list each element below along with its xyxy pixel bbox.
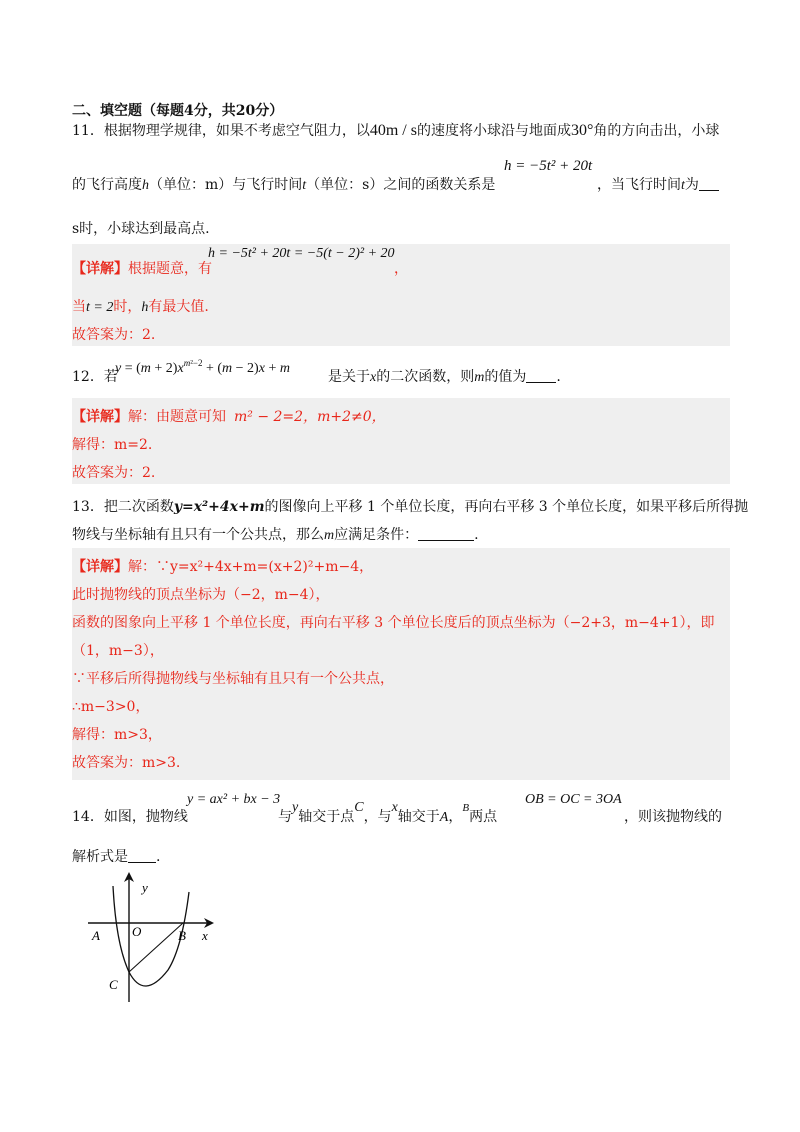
- question-12-formula: $y = (m + 2)x^{m^2-2} + (m - 2)x + m$: [115, 358, 290, 376]
- height-formula: h = −5t² + 20t: [504, 158, 593, 174]
- label-x: x: [202, 928, 208, 943]
- question-14-line-1-mid: 与y轴交于点C，与x轴交于A，$^B$两点: [278, 800, 498, 825]
- answer-12-box: [72, 398, 730, 484]
- question-11-line-2-end: ，当飞行时间t为: [597, 174, 719, 194]
- question-11-line-2: 的飞行高度h（单位：m）与飞行时间t（单位：s）之间的函数关系是: [72, 177, 496, 193]
- label-b: B: [178, 928, 186, 943]
- answer-11-line-3: 故答案为：2.: [72, 327, 156, 343]
- label-a: A: [92, 928, 100, 943]
- question-11-line-3: s时，小球达到最高点.: [72, 221, 210, 237]
- answer-12-line-2: 解得：m=2.: [72, 437, 153, 453]
- question-number: 13．: [72, 499, 104, 515]
- answer-11-formula: h = −5t² + 20t = −5(t − 2)² + 20: [208, 246, 395, 261]
- parabola-figure: [80, 866, 230, 1006]
- question-number: 12．: [72, 369, 104, 385]
- label-c: C: [109, 977, 118, 992]
- answer-blank: [128, 850, 156, 863]
- detail-tag: 【详解】: [72, 559, 128, 575]
- answer-13-line-4: （1，m−3），: [72, 643, 164, 659]
- question-14-line-2: 解析式是 .: [72, 849, 161, 865]
- question-13-line-1: 13．把二次函数y=x²+4x+m的图像向上平移 1 个单位长度，再向右平移 3 个单位长度，如果平移后所得抛: [72, 499, 749, 515]
- label-y: y: [142, 880, 148, 895]
- answer-13-line-3: 函数的图象向上平移 1 个单位长度，再向右平移 3 个单位长度后的顶点坐标为（−2+3，m−4+1），即: [72, 615, 715, 631]
- answer-blank: [526, 370, 556, 383]
- answer-13-line-6: ∴m−3>0，: [72, 699, 150, 715]
- section-title: 二、填空题（每题4分，共20分）: [72, 103, 284, 119]
- speed-value: 40m / s: [369, 122, 417, 139]
- question-12: 12．若: [72, 369, 118, 385]
- answer-13-line-8: 故答案为：m>3.: [72, 755, 181, 771]
- answer-12-line-3: 故答案为：2.: [72, 465, 156, 481]
- detail-tag: 【详解】: [72, 409, 128, 425]
- answer-13-line-5: ∵平移后所得抛物线与坐标轴有且只有一个公共点，: [72, 671, 394, 687]
- question-number: 11．: [72, 123, 104, 139]
- answer-blank: [418, 528, 474, 541]
- question-14-line-1-end: ，则该抛物线的: [624, 809, 722, 825]
- angle-value: 30°: [570, 122, 594, 139]
- answer-11-line-1: 【详解】根据题意，有: [72, 261, 212, 277]
- label-o: O: [132, 924, 142, 939]
- question-12-end: 是关于x的二次函数，则m的值为 .: [328, 369, 561, 385]
- detail-tag: 【详解】: [72, 261, 128, 277]
- answer-11-box: 【详解】根据题意，有 h = −5t² + 20t = −5(t − 2)² + 20 ， 当t = 2时，h有最大值. 故答案为：2.: [72, 244, 730, 346]
- answer-12-line-1: 【详解】解：由题意可知 m² − 2=2，m+2≠0，: [72, 409, 386, 425]
- question-13-line-2: 物线与坐标轴有且只有一个公共点，那么m应满足条件： .: [72, 527, 479, 543]
- answer-blank: [699, 178, 719, 191]
- answer-13-box: [72, 548, 730, 780]
- question-number: 14．: [72, 809, 104, 825]
- question-14-formula: y = ax² + bx − 3: [187, 792, 281, 807]
- answer-13-line-1: 【详解】解：∵y=x²+4x+m=(x+2)²+m−4，: [72, 559, 374, 575]
- answer-13-line-7: 解得：m>3，: [72, 727, 162, 743]
- answer-11-line-2: 当t = 2时，h有最大值.: [72, 299, 209, 315]
- question-14-line-1: 14．如图，抛物线: [72, 809, 188, 825]
- question-11-line-1: 11．根据物理学规律，如果不考虑空气阻力，以40m / s的速度将小球沿与地面成30°角的方向击出，小球: [72, 122, 720, 139]
- question-14-condition: OB = OC = 3OA: [525, 792, 622, 807]
- answer-13-line-2: 此时抛物线的顶点坐标为（−2，m−4），: [72, 587, 330, 603]
